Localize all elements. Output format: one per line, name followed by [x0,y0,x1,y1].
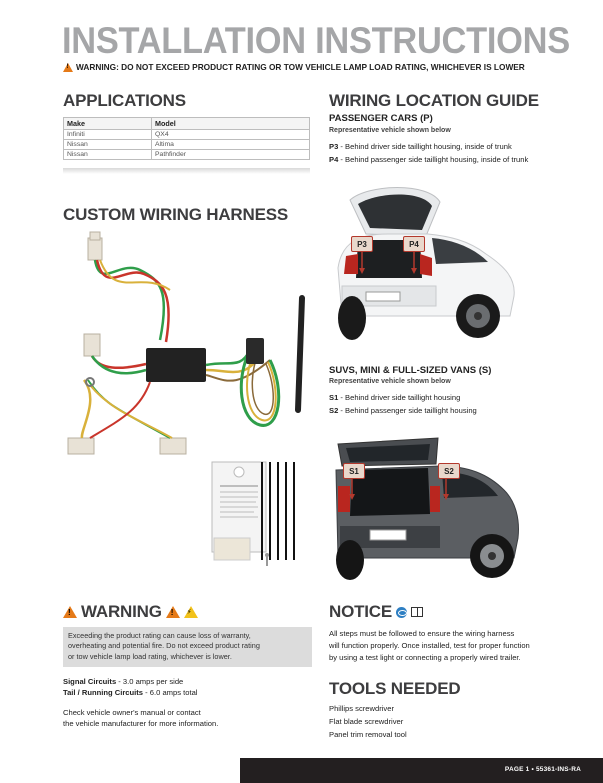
tag-p4: P4 [403,236,425,252]
tool-item: Panel trim removal tool [329,730,407,739]
tag-s2: S2 [438,463,460,479]
table-cell: Nissan [64,140,152,150]
tag-s1: S1 [343,463,365,479]
s2-location: S2 - Behind passenger side taillight housing [329,406,477,415]
warning-heading-row [63,602,198,622]
warning-note-line: Check vehicle owner's manual or contact [63,708,201,717]
page-title: INSTALLATION INSTRUCTIONS [62,20,570,61]
adhesive-pad [214,538,250,560]
warning-banner-text: WARNING: DO NOT EXCEED PRODUCT RATING OR TOW VEHICLE LAMP LOAD RATING, WHICHEVER IS LOWER [76,62,525,72]
warning-banner [63,62,525,72]
signal-circuits-rating: Signal Circuits - 3.0 amps per side [63,677,184,686]
table-cell: Altima [152,140,310,150]
passenger-cars-title: PASSENGER CARS (P) [329,113,433,124]
s1-location: S1 - Behind driver side taillight housing [329,393,461,402]
warning-box-line: overheating and potential fire. Do not exceed product rating [68,641,260,651]
harness-heading: CUSTOM WIRING HARNESS [63,205,288,224]
warning-box-line: or tow vehicle lamp load rating, whichever is lower. [68,651,232,661]
table-row [64,130,310,140]
tool-item: Flat blade screwdriver [329,717,404,726]
table-cell: Pathfinder [152,150,310,160]
warning-triangle-icon [63,606,77,618]
electric-hazard-icon [184,606,198,618]
eye-icon [396,607,407,618]
warning-heading: WARNING [81,602,162,621]
p3-location: P3 - Behind driver side taillight housing, inside of trunk [329,142,512,151]
table-row [64,150,310,160]
suv-subtitle: Representative vehicle shown below [329,378,451,385]
table-cell: Nissan [64,150,152,160]
tag-p3: P3 [351,236,373,252]
column-header-model: Model [152,118,310,130]
warning-note-line: the vehicle manufacturer for more information. [63,719,219,728]
book-icon [411,607,423,617]
warning-triangle-icon [63,63,73,72]
applications-heading: APPLICATIONS [63,91,186,110]
table-cell: QX4 [152,130,310,140]
tool-item: Phillips screwdriver [329,704,394,713]
warning-triangle-icon [166,606,180,618]
tail-circuits-rating: Tail / Running Circuits - 6.0 amps total [63,688,198,697]
wiring-guide-heading: WIRING LOCATION GUIDE [329,91,539,110]
p4-location: P4 - Behind passenger side taillight housing, inside of trunk [329,155,529,164]
notice-line: will function properly. Once installed, test for proper function [329,641,530,650]
notice-heading: NOTICE [329,602,393,621]
notice-line: All steps must be followed to ensure the wiring harness [329,629,515,638]
tools-heading: TOOLS NEEDED [329,679,461,698]
wire-bracket [298,298,302,410]
table-header-row [64,118,310,130]
suv-title: SUVS, MINI & FULL-SIZED VANS (S) [329,365,492,376]
connector-bottom-left [68,438,94,454]
connector-bottom-right [160,438,186,454]
harness-illustration [60,230,322,580]
connector-left-mid [84,334,100,356]
applications-table [63,117,310,160]
table-shadow [63,168,310,174]
table-row [64,140,310,150]
table-cell: Infiniti [64,130,152,140]
passenger-cars-subtitle: Representative vehicle shown below [329,127,451,134]
footer-page-number: PAGE 1 • 55361-INS-RA [504,766,581,773]
four-way-plug [246,338,264,364]
notice-line: by using a test light or connecting a properly wired trailer. [329,653,521,662]
warning-box [63,627,312,667]
passenger-car-photo [328,178,524,350]
suv-photo [328,430,528,582]
column-header-make: Make [64,118,152,130]
warning-box-line: Exceeding the product rating can cause loss of warranty, [68,631,251,640]
notice-heading-row [329,602,423,622]
connector-top [88,238,102,260]
converter-module [146,348,206,382]
